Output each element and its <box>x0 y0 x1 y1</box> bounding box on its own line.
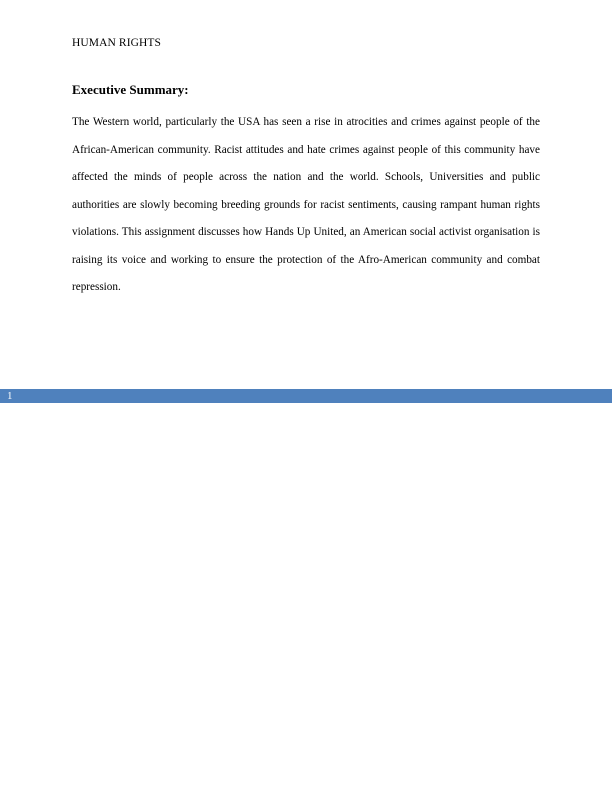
page-number: 1 <box>7 390 13 402</box>
running-header: HUMAN RIGHTS <box>72 37 162 49</box>
body-paragraph: The Western world, particularly the USA has seen a rise in atrocities and crimes against people of the African-American community. Racist attitudes and hate crimes against people of this community have affected the minds of people across the nation and the world. Schools, Universities and public authorities are slowly becoming breeding grounds for racist sentiments, causing rampant human rights violations. This assignment discusses how Hands Up United, an American social activist organisation is raising its voice and working to ensure the protection of the Afro-American community and combat repression. <box>72 116 540 293</box>
section-heading: Executive Summary: <box>72 82 189 97</box>
page-number-bar <box>0 389 612 403</box>
